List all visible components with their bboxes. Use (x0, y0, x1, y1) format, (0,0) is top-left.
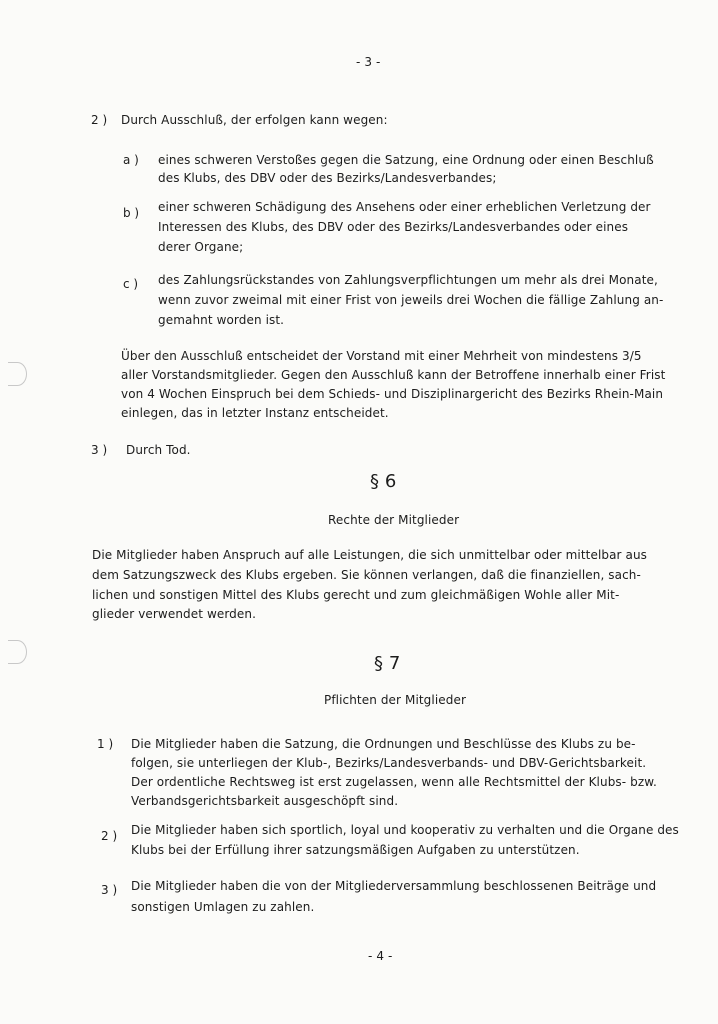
section-7-item-3-line: sonstigen Umlagen zu zahlen. (131, 900, 315, 914)
exclusion-paragraph-line: aller Vorstandsmitglieder. Gegen den Ausschluß kann der Betroffene innerhalb einer Frist (121, 368, 666, 382)
page-number-bottom: - 4 - (368, 949, 393, 963)
item-2-label: 2 ) (91, 113, 108, 127)
exclusion-paragraph-line: von 4 Wochen Einspruch bei dem Schieds- und Disziplinargericht des Bezirks Rhein-Main (121, 387, 664, 401)
section-6-line: dem Satzungszweck des Klubs ergeben. Sie können verlangen, daß die finanziellen, sach- (92, 568, 641, 582)
subitem-c-line: des Zahlungsrückstandes von Zahlungsverpflichtungen um mehr als drei Monate, (158, 273, 658, 287)
section-6-line: lichen und sonstigen Mittel des Klubs gerecht und zum gleichmäßigen Wohle aller Mit- (92, 588, 620, 602)
subitem-b-line: Interessen des Klubs, des DBV oder des Bezirks/Landesverbandes oder eines (158, 220, 629, 234)
section-7-title: Pflichten der Mitglieder (324, 693, 466, 707)
item-3-text: Durch Tod. (126, 443, 191, 457)
item-2-text: Durch Ausschluß, der erfolgen kann wegen: (121, 113, 388, 127)
section-6-title: Rechte der Mitglieder (328, 513, 460, 527)
subitem-c-label: c ) (123, 277, 139, 291)
page-number-top: - 3 - (356, 55, 381, 69)
section-7-item-2-line: Die Mitglieder haben sich sportlich, loyal und kooperativ zu verhalten und die Organe des (131, 823, 679, 837)
subitem-c-line: gemahnt worden ist. (158, 313, 285, 327)
subitem-b-line: einer schweren Schädigung des Ansehens oder einer erheblichen Verletzung der (158, 200, 651, 214)
subitem-b-label: b ) (123, 206, 140, 220)
subitem-b-line: derer Organe; (158, 240, 244, 254)
exclusion-paragraph-line: Über den Ausschluß entscheidet der Vorstand mit einer Mehrheit von mindestens 3/5 (121, 349, 642, 363)
section-7-item-3-label: 3 ) (101, 883, 118, 897)
exclusion-paragraph-line: einlegen, das in letzter Instanz entscheidet. (121, 406, 389, 420)
section-7-item-1-line: Der ordentliche Rechtsweg ist erst zugelassen, wenn alle Rechtsmittel der Klubs- bzw. (131, 775, 657, 789)
section-7-item-1-line: Die Mitglieder haben die Satzung, die Ordnungen und Beschlüsse des Klubs zu be- (131, 737, 636, 751)
section-7-item-1-label: 1 ) (97, 737, 114, 751)
section-7-item-1-line: folgen, sie unterliegen der Klub-, Bezirks/Landesverbands- und DBV-Gerichtsbarkeit. (131, 756, 647, 770)
section-6-line: glieder verwendet werden. (92, 607, 256, 621)
section-7-item-2-line: Klubs bei der Erfüllung ihrer satzungsmäßigen Aufgaben zu unterstützen. (131, 843, 580, 857)
section-7-item-3-line: Die Mitglieder haben die von der Mitgliederversammlung beschlossenen Beiträge und (131, 879, 657, 893)
subitem-a-line: eines schweren Verstoßes gegen die Satzung, eine Ordnung oder einen Beschluß (158, 153, 654, 167)
section-6-line: Die Mitglieder haben Anspruch auf alle Leistungen, die sich unmittelbar oder mittelbar aus (92, 548, 648, 562)
section-7-item-1-line: Verbandsgerichtsbarkeit ausgeschöpft sind. (131, 794, 399, 808)
section-7-symbol: § 7 (374, 653, 401, 674)
section-6-symbol: § 6 (370, 471, 397, 492)
punch-hole (8, 640, 27, 664)
section-7-item-2-label: 2 ) (101, 829, 118, 843)
punch-hole (8, 362, 27, 386)
item-3-label: 3 ) (91, 443, 108, 457)
subitem-a-line: des Klubs, des DBV oder des Bezirks/Landesverbandes; (158, 171, 497, 185)
subitem-c-line: wenn zuvor zweimal mit einer Frist von jeweils drei Wochen die fällige Zahlung an- (158, 293, 664, 307)
subitem-a-label: a ) (123, 153, 139, 167)
